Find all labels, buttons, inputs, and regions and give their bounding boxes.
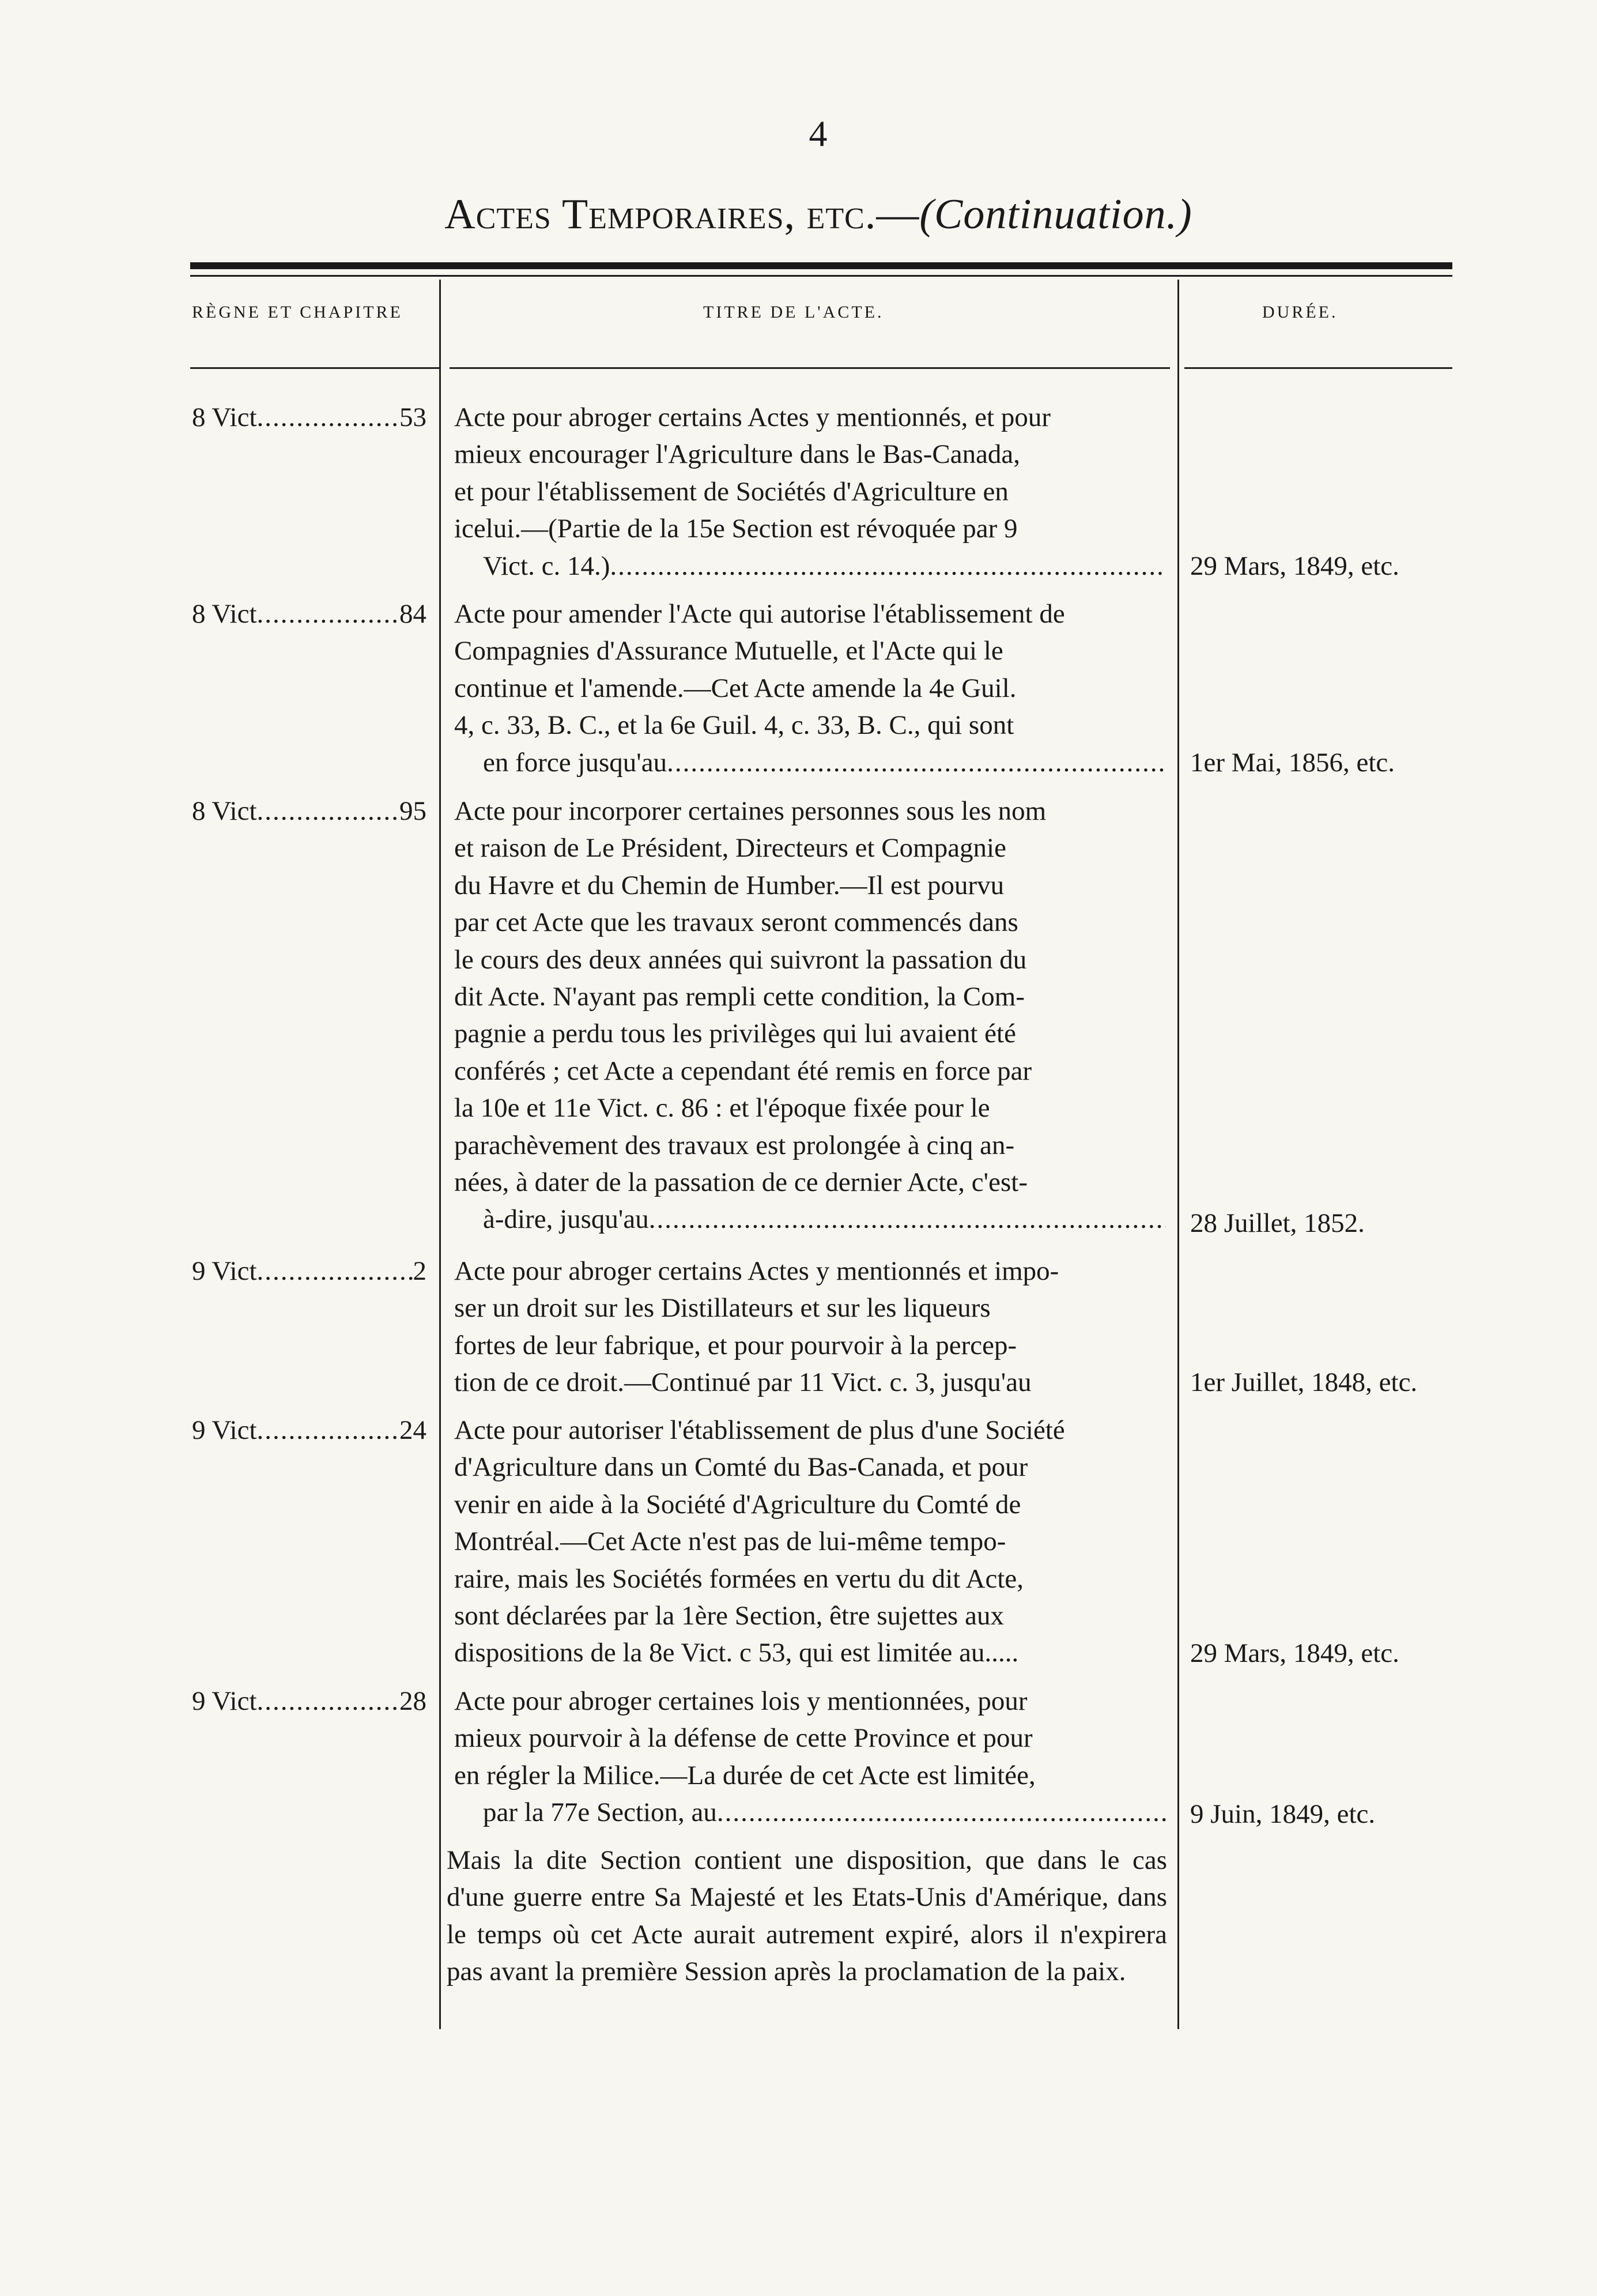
- top-rule-thick: [190, 262, 1452, 269]
- entry-title: [454, 793, 1166, 1238]
- title-line: Acte pour amender l'Acte qui autorise l'établissement de: [454, 599, 1065, 629]
- title-line: Montréal.—Cet Acte n'est pas de lui-même tempo-: [454, 1526, 1006, 1557]
- title-dash: —: [876, 191, 920, 238]
- column-header-duree: DURÉE.: [1262, 303, 1338, 322]
- entry-duree: 1er Mai, 1856, etc.: [1190, 748, 1395, 778]
- regne-text: 8 Vict: [192, 402, 257, 432]
- title-line: en régler la Milice.—La durée de cet Acte est limitée,: [454, 1760, 1036, 1790]
- entry-title: [454, 1253, 1166, 1401]
- regne-text: 9 Vict: [192, 1256, 257, 1286]
- dot-leader: [257, 1253, 413, 1290]
- dot-leader: [257, 1683, 400, 1720]
- title-line: 4, c. 33, B. C., et la 6e Guil. 4, c. 33, B. C., qui sont: [454, 710, 1014, 741]
- header-rule-titre: [450, 367, 1170, 369]
- title-line: mieux pourvoir à la défense de cette Province et pour: [454, 1723, 1033, 1754]
- column-header-regne: RÈGNE ET CHAPITRE: [192, 303, 403, 322]
- title-last-line: en force jusqu'au .....: [483, 744, 1166, 781]
- title-line: venir en aide à la Société d'Agriculture du Comté de: [454, 1489, 1021, 1520]
- title-line: pagnie a perdu tous les privilèges qui lui avaient été: [454, 1019, 1016, 1049]
- entry-regne: [192, 793, 426, 830]
- title-line: sont déclarées par la 1ère Section, être sujettes aux: [454, 1601, 1004, 1631]
- top-rule-thin: [190, 275, 1452, 277]
- title-last-line: à-dire, jusqu'au .....: [483, 1201, 1166, 1238]
- title-line: et pour l'établissement de Sociétés d'Agriculture en: [454, 476, 1009, 507]
- title-line: nées, à dater de la passation de ce dernier Acte, c'est-: [454, 1167, 1028, 1198]
- title-last-line: Vict. c. 14.) .....: [483, 548, 1166, 585]
- entry-regne: [192, 1683, 426, 1720]
- title-line: dit Acte. N'ayant pas rempli cette condition, la Com-: [454, 982, 1025, 1012]
- title-line: ser un droit sur les Distillateurs et sur les liqueurs: [454, 1293, 991, 1324]
- title-line: continue et l'amende.—Cet Acte amende la 4e Guil.: [454, 673, 1017, 703]
- title-line: Compagnies d'Assurance Mutuelle, et l'Acte qui le: [454, 636, 1003, 666]
- title-line: dispositions de la 8e Vict. c 53, qui est limitée au.....: [454, 1638, 1019, 1668]
- title-line: par cet Acte que les travaux seront commencés dans: [454, 907, 1018, 938]
- title-line: et raison de Le Président, Directeurs et Compagnie: [454, 833, 1006, 864]
- entry-title: [454, 399, 1166, 585]
- title-continuation: (Continuation.): [919, 191, 1192, 238]
- title-line: du Havre et du Chemin de Humber.—Il est pourvu: [454, 870, 1005, 900]
- chapitre-number: 24: [399, 1415, 426, 1445]
- entry-duree: 9 Juin, 1849, etc.: [1190, 1799, 1376, 1829]
- column-divider-right: [1177, 280, 1179, 2029]
- title-line: Acte pour abroger certains Actes y mentionnés, et pour: [454, 402, 1051, 432]
- column-divider-left: [439, 280, 441, 2029]
- dot-leader: [257, 793, 400, 830]
- regne-text: 8 Vict: [192, 796, 257, 826]
- column-header-titre: TITRE DE L'ACTE.: [703, 303, 884, 322]
- entry-title: [454, 1412, 1166, 1672]
- entry-regne: [192, 1253, 426, 1290]
- chapitre-number: 53: [399, 402, 426, 432]
- chapitre-number: 2: [413, 1256, 426, 1286]
- page-title: [0, 190, 1597, 239]
- entry-note: Mais la dite Section contient une disposition, que dans le cas d'une guerre entre Sa Majesté et les Etats-Unis d'Amérique, dans le temps où cet Acte aurait autrement expiré, alors il n'expirera pas avant la première Session après la proclamation de la paix.: [447, 1845, 1167, 1987]
- dot-leader: [257, 1412, 400, 1449]
- entry-duree: 29 Mars, 1849, etc.: [1190, 1638, 1399, 1668]
- title-line: le cours des deux années qui suivront la passation du: [454, 944, 1027, 975]
- title-line: la 10e et 11e Vict. c. 86 : et l'époque fixée pour le: [454, 1093, 990, 1124]
- title-line: d'Agriculture dans un Comté du Bas-Canada, et pour: [454, 1452, 1028, 1483]
- title-line: tion de ce droit.—Continué par 11 Vict. c. 3, jusqu'au: [454, 1367, 1032, 1398]
- title-line: parachèvement des travaux est prolongée à cinq an-: [454, 1130, 1015, 1160]
- entry-title: [454, 1683, 1166, 1831]
- title-line: fortes de leur fabrique, et pour pourvoir à la percep-: [454, 1330, 1017, 1360]
- chapitre-number: 95: [399, 796, 426, 826]
- header-rule-duree: [1184, 367, 1452, 369]
- regne-text: 9 Vict: [192, 1415, 257, 1445]
- title-line: Acte pour incorporer certaines personnes sous les nom: [454, 796, 1047, 826]
- chapitre-number: 28: [399, 1686, 426, 1716]
- entry-regne: [192, 1412, 426, 1449]
- chapitre-number: 84: [399, 599, 426, 629]
- title-line: icelui.—(Partie de la 15e Section est révoquée par 9: [454, 514, 1018, 544]
- entry-duree: 1er Juillet, 1848, etc.: [1190, 1367, 1418, 1397]
- entry-regne: [192, 595, 426, 632]
- entry-title: [454, 595, 1166, 781]
- dot-leader: [257, 399, 400, 436]
- dot-leader: [257, 595, 400, 632]
- title-line: conférés ; cet Acte a cependant été remis en force par: [454, 1055, 1032, 1086]
- title-line: raire, mais les Sociétés formées en vertu du dit Acte,: [454, 1563, 1024, 1594]
- title-line: Acte pour abroger certaines lois y mentionnées, pour: [454, 1686, 1028, 1716]
- header-rule-regne: [190, 367, 439, 369]
- title-main: Actes Temporaires, etc.: [444, 191, 877, 238]
- entry-duree: 28 Juillet, 1852.: [1190, 1208, 1365, 1238]
- title-line: Acte pour autoriser l'établissement de plus d'une Société: [454, 1415, 1065, 1445]
- title-last-line: par la 77e Section, au .....: [483, 1794, 1166, 1831]
- entry-regne: [192, 399, 426, 436]
- regne-text: 9 Vict: [192, 1686, 257, 1716]
- regne-text: 8 Vict: [192, 599, 257, 629]
- entry-duree: 29 Mars, 1849, etc.: [1190, 551, 1399, 581]
- page-number: 4: [809, 113, 828, 154]
- title-line: mieux encourager l'Agriculture dans le Bas-Canada,: [454, 439, 1021, 470]
- title-line: Acte pour abroger certains Actes y mentionnés et impo-: [454, 1256, 1059, 1286]
